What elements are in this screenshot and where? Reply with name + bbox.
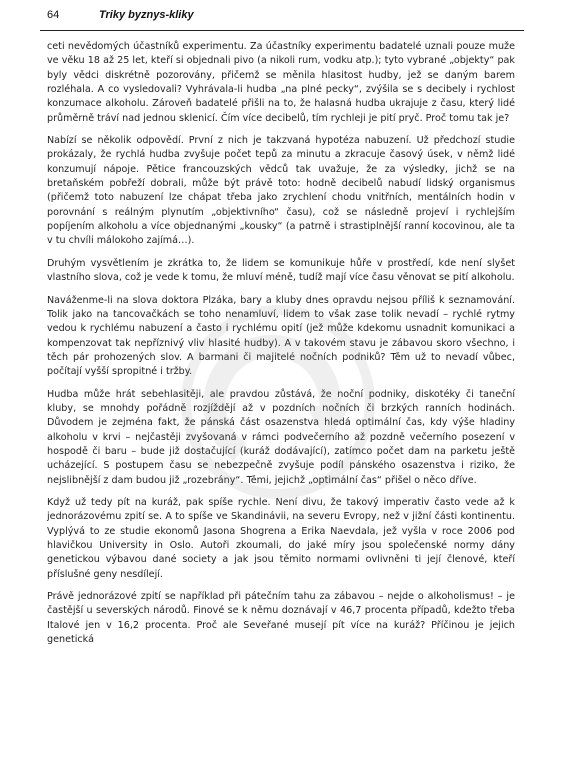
book-title: Triky byznys-kliky [99,9,194,21]
paragraph: Nabízí se několik odpovědí. První z nich je takzvaná hypotéza nabuzení. Už předchozí studie prokázaly, že rychlá hudba zvyšuje počet tepů za minutu a zkracuje časový úsek, v němž lidé konzumují nápoje. Pětice francouzských vědců tak uvažuje, že za výsledky, jichž se na bretaňském pobřeží dobrali, může být právě toto: hodně decibelů nabudí lidský organismus (přičemž toto nabuzení lze chápat třeba jako zrychlení chodu vnitřních, mentálních hodin v porovnání s reálným plynutím „objektivního“ času), což se následně projeví i rychlejším popíjením alkoholu a více objednanými „kousky“ (a patrně i strastiplnější ranní kocovinou, ale ta v tu chvíli málokoho zajímá…). [47,135,515,247]
paragraph: Hudba může hrát sebehlasitěji, ale pravdou zůstává, že noční podniky, diskotéky či taneční kluby, se mnohdy pořádně rozjíždějí až v pozdních nočních či brzkých ranních hodinách. Důvodem je zejména fakt, že pánská část osazenstva hledá optimální čas, kdy výše hladiny alkoholu v krvi – nejčastěji zvyšovaná v rámci podvečerního až pozdně večerního posezení v hospodě či baru – bude již dostačující (kuráž dodávající), zatímco počet dam na parketu ještě ucházející. S postupem času se nebezpečně zvyšuje podíl pánského osazenstva i riziko, že nejslibnější z dam budou již „rozebrány“. Těmi, jejichž „optimální čas“ přišel o něco dříve. [47,388,515,486]
paragraph: Druhým vysvětlením je zkrátka to, že lidem se komunikuje hůře v prostředí, kde není slyšet vlastního slova, což je vede k tomu, že mluví méně, tudíž mají více času věnovat se pití alkoholu. [47,257,515,284]
body-text [47,40,515,655]
page-number: 64 [47,9,60,21]
header-rule [40,30,524,31]
paragraph: Naváženme-li na slova doktora Plzáka, bary a kluby dnes opravdu nejsou příliš k seznamování. Tolik jako na tancovačkách se toho nenamluví, lidem to však zase tolik nevadí – rychlé rytmy vedou k rychlému nabuzení a často i rychlému opití (jež může kdekomu usnadnit komunikaci a kompenzovat tak nepříznivý vliv hlasité hudby). A v takovém stavu je zábavou skoro všechno, i těch pár prohozených slov. A barmani či majitelé nočních podniků? Těm už to nevadí vůbec, počítají vyšší spropitné i tržby. [47,294,515,378]
paragraph: ceti nevědomých účastníků experimentu. Za účastníky experimentu badatelé uznali pouze muže ve věku 18 až 25 let, kteří si objednali pivo (a nikoli rum, vodku atp.); tyto vybrané „objekty“ pak byly vědci diskrétně pozorovány, přičemž se měnila hlasitost hudby, jež se daným barem rozléhala. A co vysledovali? Vyhrávala-li hudba „na plné pecky“, zvýšila se s decibely i rychlost konzumace alkoholu. Zároveň badatelé přišli na to, že halasná hudba ukrajuje z času, který lidé průměrně tráví nad jednou sklenicí. Čím více decibelů, tím rychleji je pití pryč. Proč tomu tak je? [47,41,515,124]
paragraph: Právě jednorázové zpití se například při pátečním tahu za zábavou – nejde o alkoholismus! – je častější u severských národů. Finové se k němu doznávají v 46,7 procenta případů, kdežto třeba Italové jen v 16,2 procenta. Proč ale Seveřané musejí pít více na kuráž? Příčinou je jejich genetická [47,591,515,646]
paragraph: Když už tedy pít na kuráž, pak spíše rychle. Není divu, že takový imperativ často vede až k jednorázovému zpití se. A to spíše ve Skandinávii, na severu Evropy, než v jižní části kontinentu. Vyplývá to ze studie ekonomů Jasona Shogrena a Erika Naevdala, jež vyšla v roce 2006 pod hlavičkou University in Oslo. Autoři zkoumali, do jaké míry jsou společenské normy dány genetickou výbavou dané society a jak jsou těmito normami ovlivněni ti její členové, kteří příslušné geny nesdílejí. [47,496,515,580]
